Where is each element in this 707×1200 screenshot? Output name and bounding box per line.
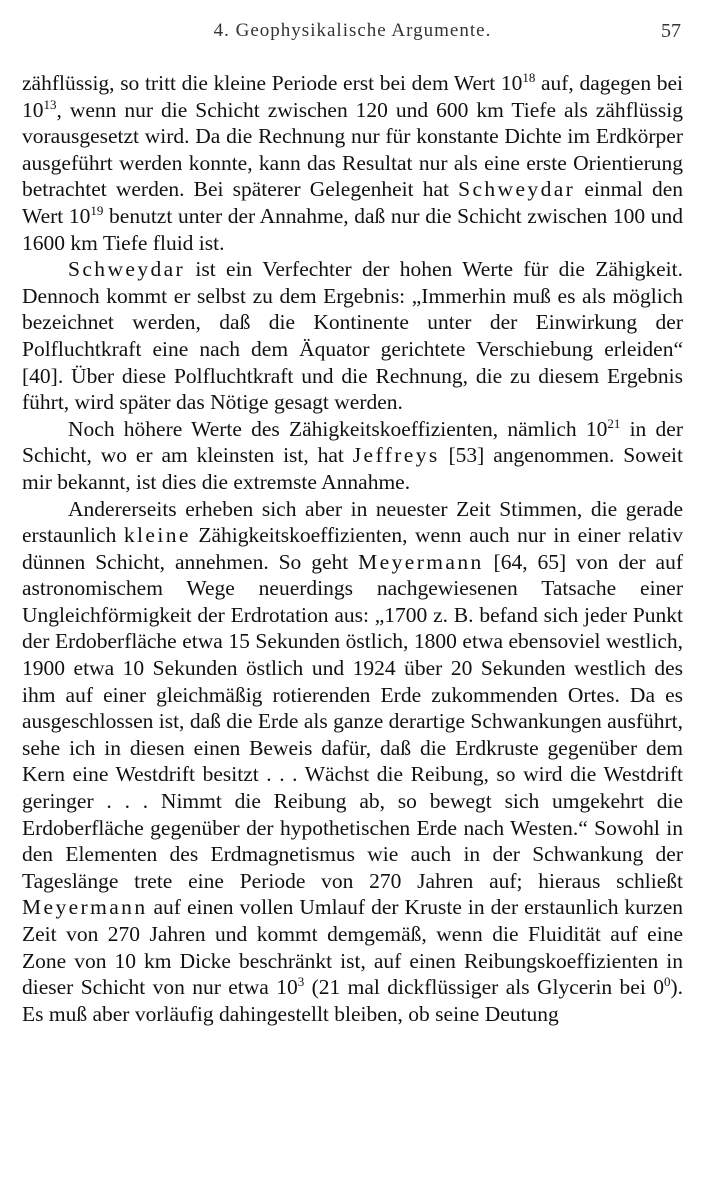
- text-run: ist ein Verfechter der hohen Werte für die Zähigkeit. Dennoch kommt er selbst zu dem Ergebnis: „Immerhin muß es als möglich bezeichnet werden, daß die Kontinente unter der Einwirkung der Polfluchtkraft eine nach dem Äquator gerichtete Verschiebung erleiden“ [40]. Über diese Polfluchtkraft und die Rechnung, die zu diesem Ergebnis führt, wird später das Nötige gesagt werden.: [22, 257, 683, 415]
- paragraph-1: [22, 70, 683, 256]
- author-name: Meyermann: [358, 549, 484, 574]
- page-number: 57: [661, 20, 681, 42]
- text-run: (21 mal dickflüssiger als Glycerin bei 0: [304, 975, 664, 1000]
- text-run: Andererseits erheben sich aber in neuester Zeit Stimmen, die gerade erstaunlich: [22, 496, 683, 548]
- text-run: zähflüssig, so tritt die kleine Periode erst bei dem Wert 10: [22, 71, 523, 95]
- text-run: [53] angenommen. Soweit mir bekannt, ist dies die extremste Annahme.: [22, 443, 684, 494]
- text-run: [64, 65] von der auf astronomischem Wege neuerdings nachgewiesenen Tatsache einer Ungleichförmigkeit der Erdrotation aus: „1700 z. B. befand sich jeder Punkt der Erdoberfläche etwa 15 Sekunden östlich, 1800 etwa ebensoviel westlich, 1900 etwa 10 Sekunden östlich und 1924 über 20 Sekunden westlich des ihm auf einer gleichmäßig rotierenden Erde zukommenden Ortes. Da es ausgeschlossen ist, daß die Erde als ganze derartige Schwankungen ausführt, sehe ich in diesen einen Beweis dafür, daß die Erdkruste gegenüber dem Kern eine Westdrift besitzt . . . Wächst die Reibung, so wird die Westdrift geringer . . . Nimmt die Reibung ab, so bewegt sich umgekehrt die Erdoberfläche gegenüber der hypothetischen Erde nach Westen.“ Sowohl in den Elementen des Erdmagnetismus wie auch in der Schwankung der Tageslänge trete eine Periode von 270 Jahren auf; hieraus schließt: [22, 549, 683, 893]
- paragraph-4: [22, 496, 683, 1028]
- paragraph-3: [22, 416, 683, 496]
- author-name: Schweydar: [458, 177, 576, 202]
- text-run: auf, dagegen bei 10: [22, 71, 683, 122]
- text-run: Noch höhere Werte des Zähigkeitskoeffizienten, nämlich 10: [68, 416, 608, 441]
- superscript: 0: [663, 974, 671, 990]
- text-run: in der Schicht, wo er am kleinsten ist, hat: [22, 416, 683, 468]
- running-header: [22, 0, 683, 70]
- author-name: Schweydar: [68, 257, 186, 282]
- text-run: benutzt unter der Annahme, daß nur die Schicht zwischen 100 und 1600 km Tiefe fluid ist.: [22, 203, 684, 255]
- author-name: Meyermann: [22, 895, 148, 920]
- text-run: einmal den Wert 10: [22, 177, 683, 228]
- superscript: 18: [522, 70, 536, 85]
- body-text: [22, 70, 683, 1027]
- superscript: 21: [607, 415, 621, 431]
- author-name: Jeffreys: [352, 443, 440, 468]
- text-run: Zähigkeitskoeffizienten, wenn auch nur in einer relativ dünnen Schicht, annehmen. So geht: [22, 523, 684, 574]
- emphasis: kleine: [123, 523, 191, 548]
- text-run: ). Es muß aber vorläufig dahingestellt bleiben, ob seine Deutung: [22, 975, 683, 1026]
- text-run: , wenn nur die Schicht zwischen 120 und 600 km Tiefe als zähflüssig vorausgesetzt wird. Da die Rechnung nur für konstante Dichte im Erdkörper ausgeführt werden konnte, kann das Resultat nur als eine erste Orientierung betrachtet werden. Bei späterer Gelegenheit hat: [22, 97, 683, 202]
- text-run: auf einen vollen Umlauf der Kruste in der erstaunlich kurzen Zeit von 270 Jahren und kommt demgemäß, wenn die Fluidität auf eine Zone von 10 km Dicke beschränkt ist, auf einen Reibungskoeffizienten in dieser Schicht von nur etwa 10: [22, 895, 683, 1000]
- chapter-title: 4. Geophysikalische Argumente.: [213, 20, 492, 41]
- superscript: 13: [43, 96, 57, 112]
- superscript: 3: [297, 974, 305, 990]
- paragraph-2: [22, 256, 683, 416]
- superscript: 19: [90, 202, 104, 218]
